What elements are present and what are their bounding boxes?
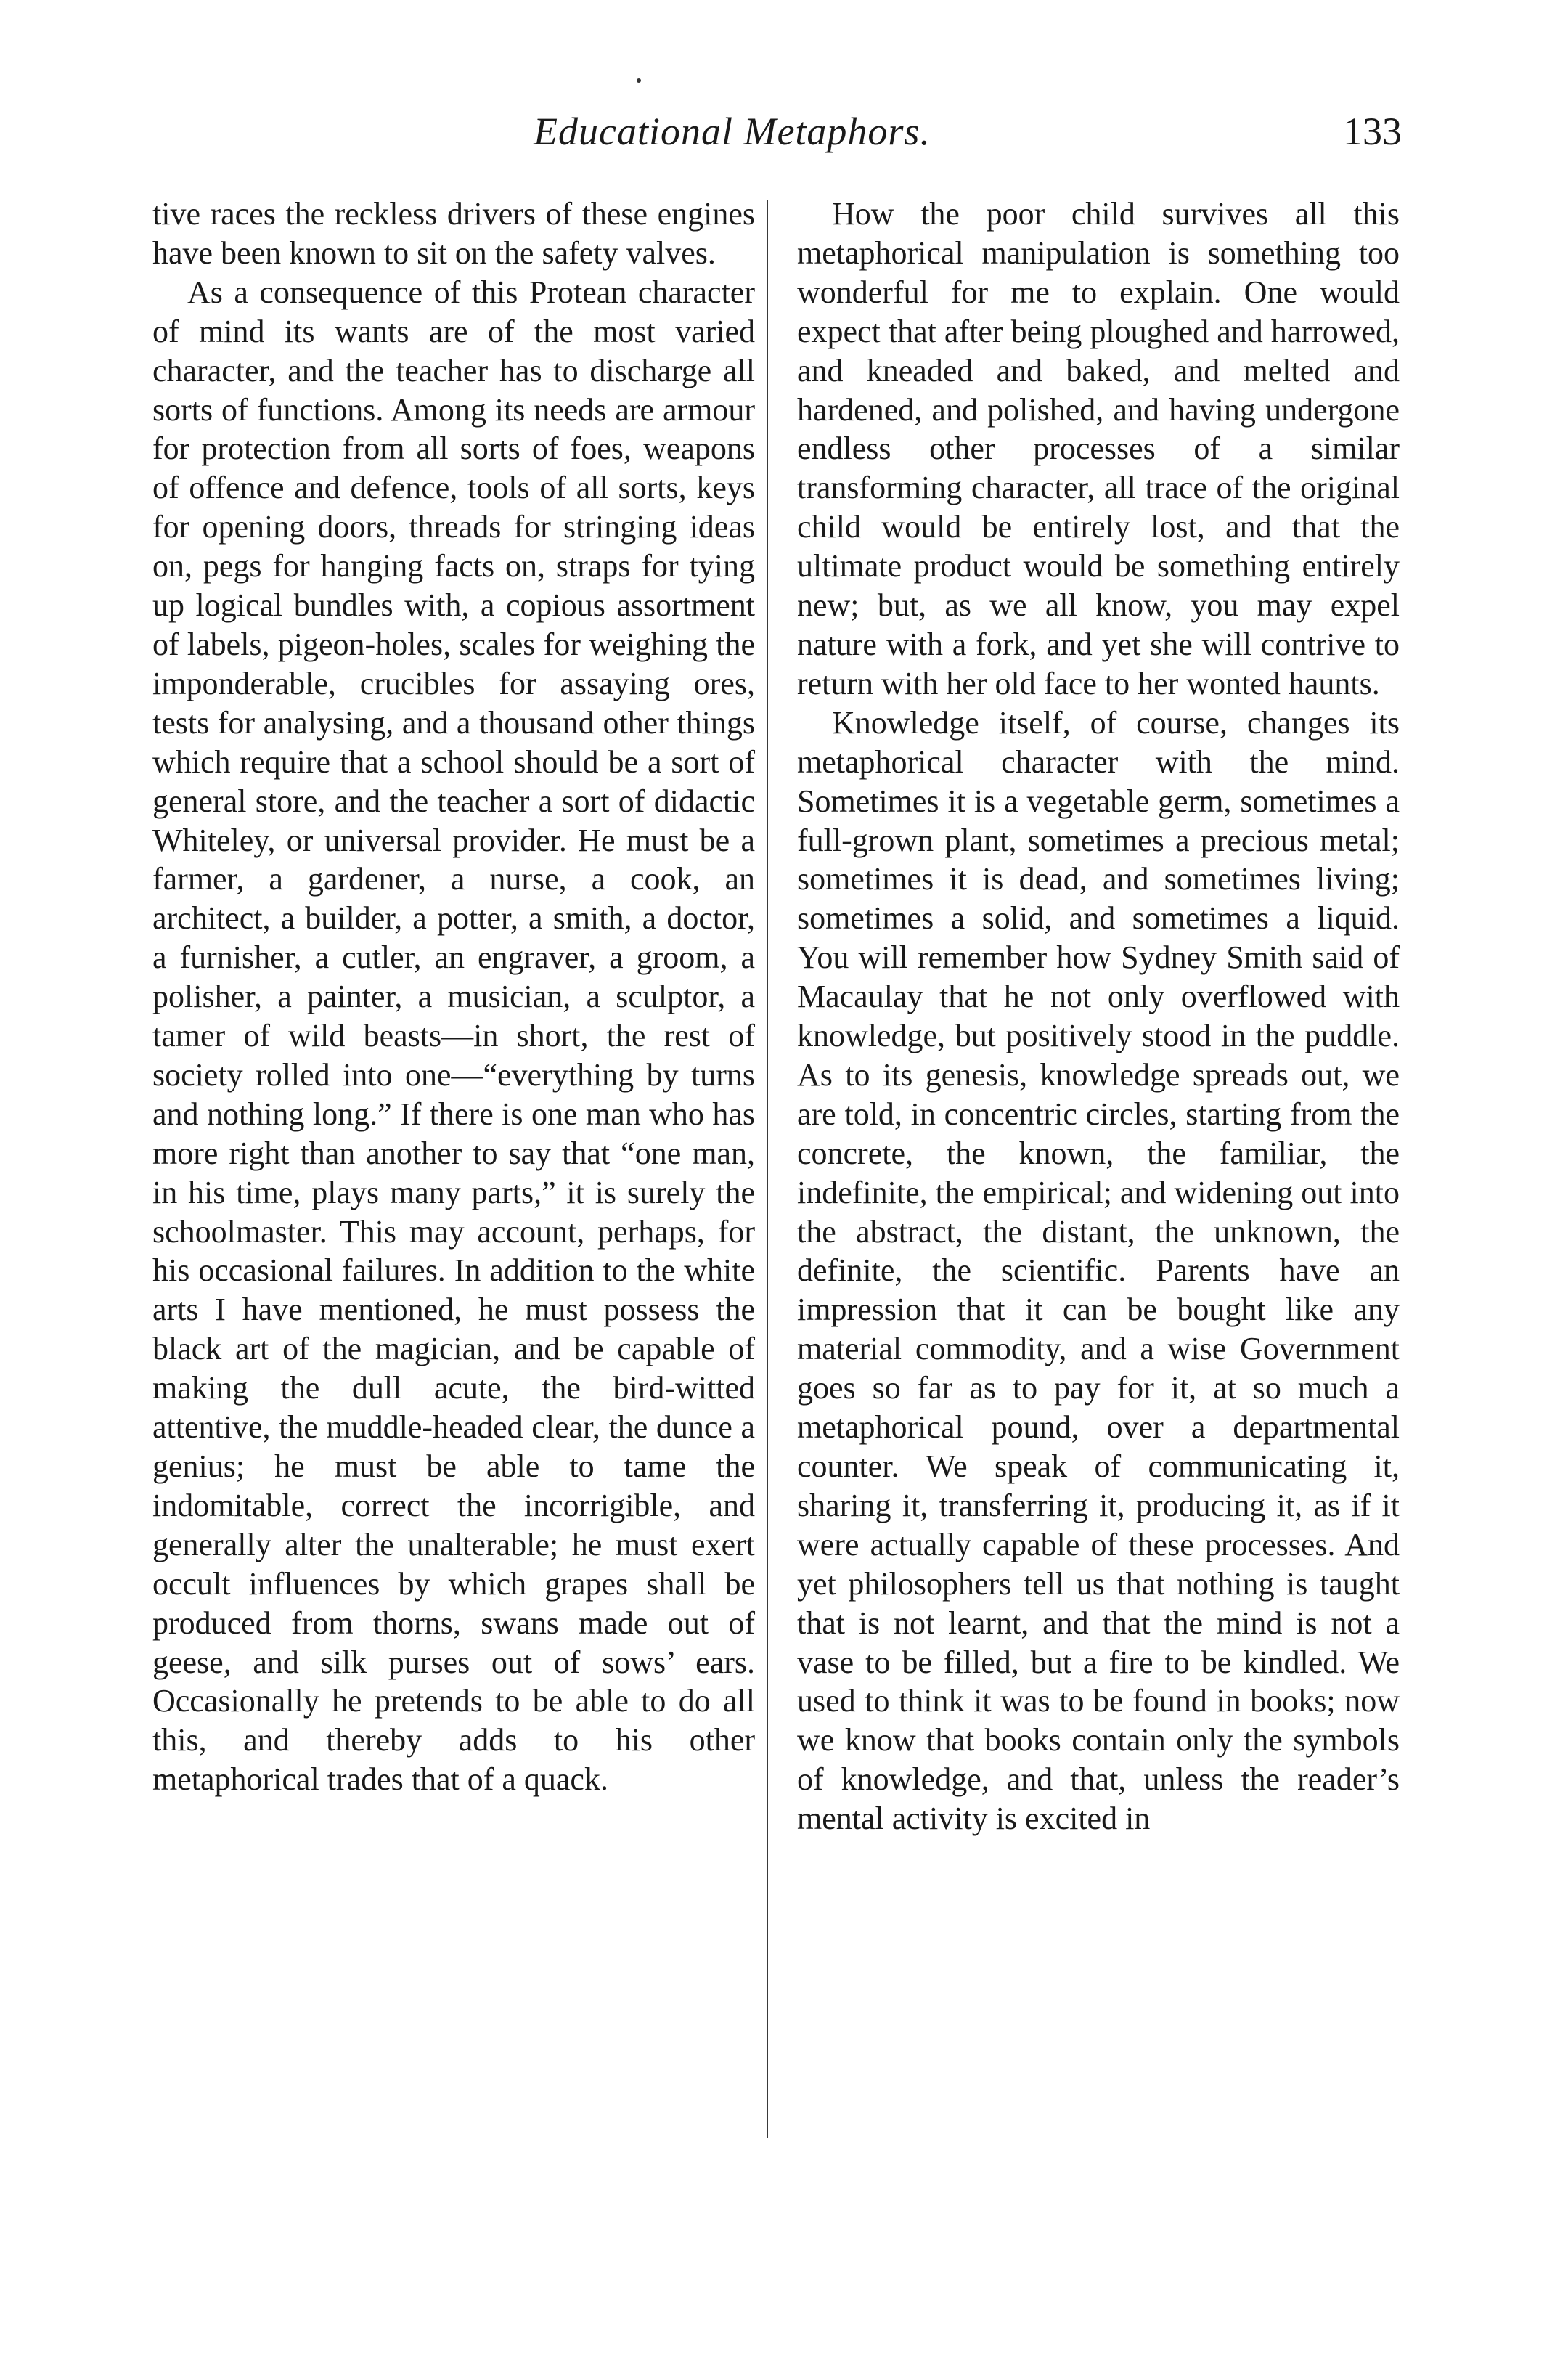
right-paragraph-1: How the poor child survives all this metaphorical manipulation is something too wonderful for me to explain. One would expect that after being ploughed and harrowed, and kneaded and baked, and melted and hardened, and polished, and having undergone endless other processes of a similar transforming character, all trace of the original child would be entirely lost, and that the ultimate product would be something entirely new; but, as we all know, you may expel nature with a fork, and yet she will contrive to return with her old face to her wonted haunts. — [797, 196, 1400, 701]
left-paragraph-2: As a consequence of this Protean character of mind its wants are of the most varied character, and the teacher has to discharge all sorts of functions. Among its needs are armour for protection from all sorts of foes, weapons of offence and defence, tools of all sorts, keys for opening doors, threads for stringing ideas on, pegs for hanging facts on, straps for tying up logical bundles with, a copious assortment of labels, pigeon-holes, scales for weighing the imponderable, crucibles for assaying ores, tests for analysing, and a thousand other things which require that a school should be a sort of general store, and the teacher a sort of didactic Whiteley, or universal provider. He must be a farmer, a gardener, a nurse, a cook, an architect, a builder, a potter, a smith, a doctor, a furnisher, a cutler, an engraver, a groom, a polisher, a painter, a musician, a sculptor, a tamer of wild beasts—in short, the rest of society rolled into one—“everything by turns and nothing long.” If there is one man who has more right than another to say that “one man, in his time, plays many parts,” it is surely the schoolmaster. This may account, perhaps, for his occasional failures. In addition to the white arts I have mentioned, he must possess the black art of the magician, and be capable of making the dull acute, the bird-witted attentive, the muddle-headed clear, the dunce a genius; he must be able to tame the indomitable, correct the incorrigible, and generally alter the unalterable; he must exert occult influences by which grapes shall be produced from thorns, swans made out of geese, and silk purses out of sows’ ears. Occasionally he pretends to be able to do all this, and thereby adds to his other metaphorical trades that of a quack. — [152, 274, 755, 1798]
page-header — [0, 109, 1568, 167]
print-speck — [637, 78, 641, 83]
left-paragraph-1: tive races the reckless drivers of these engines have been known to sit on the safety valves. — [152, 196, 755, 271]
left-column — [152, 195, 755, 1799]
right-column — [797, 195, 1400, 1838]
page-number: 133 — [1343, 110, 1402, 153]
running-title: Educational Metaphors. — [534, 110, 931, 153]
right-paragraph-2: Knowledge itself, of course, changes its metaphorical character with the mind. Sometimes it is a vegetable germ, sometimes a full-grown plant, sometimes a precious metal; sometimes it is dead, and sometimes living; sometimes a solid, and sometimes a liquid. You will remember how Sydney Smith said of Macaulay that he not only overflowed with knowledge, but positively stood in the puddle. As to its genesis, knowledge spreads out, we are told, in concentric circles, starting from the concrete, the known, the familiar, the indefinite, the empirical; and widening out into the abstract, the distant, the unknown, the definite, the scientific. Parents have an impression that it can be bought like any material commodity, and a wise Government goes so far as to pay for it, at so much a metaphorical pound, over a departmental counter. We speak of communicating it, sharing it, transferring it, producing it, as if it were actually capable of these processes. And yet philosophers tell us that nothing is taught that is not learnt, and that the mind is not a vase to be filled, but a fire to be kindled. We used to think it was to be found in books; now we know that books contain only the symbols of knowledge, and that, unless the reader’s mental activity is excited in — [797, 704, 1400, 1837]
column-divider — [767, 200, 768, 2138]
